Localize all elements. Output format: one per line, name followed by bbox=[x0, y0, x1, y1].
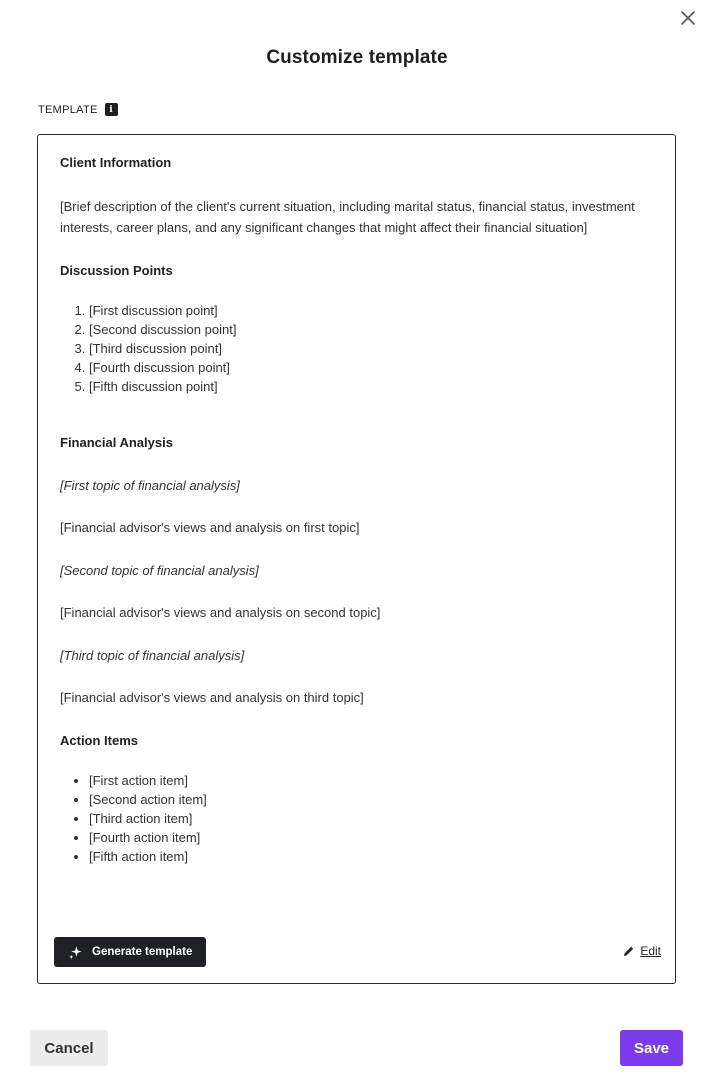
client-info-heading: Client Information bbox=[60, 155, 172, 170]
close-icon bbox=[678, 8, 698, 28]
discussion-list bbox=[60, 301, 655, 396]
financial-topic-body: [Financial advisor's views and analysis on second topic] bbox=[60, 605, 381, 620]
pencil-icon bbox=[623, 945, 635, 957]
template-section-label bbox=[38, 103, 118, 116]
action-items-list bbox=[60, 771, 655, 866]
financial-heading: Financial Analysis bbox=[60, 435, 173, 450]
list-item: • [Second action item] bbox=[89, 790, 655, 809]
financial-topic-title: [First topic of financial analysis] bbox=[60, 477, 240, 493]
generate-template-button[interactable] bbox=[54, 937, 206, 967]
template-editor[interactable] bbox=[37, 134, 676, 984]
financial-topic-body: [Financial advisor's views and analysis on third topic] bbox=[60, 690, 364, 705]
list-item: 2. [Second discussion point] bbox=[89, 320, 655, 339]
edit-label: Edit bbox=[640, 944, 661, 958]
client-info-body: [Brief description of the client's current situation, including marital status, financial status, investment interests, career plans, and any significant changes that might affect their financial situation] bbox=[60, 198, 635, 235]
template-label: TEMPLATE bbox=[38, 103, 98, 116]
list-item: 4. [Fourth discussion point] bbox=[89, 358, 655, 377]
financial-topic-title: [Second topic of financial analysis] bbox=[60, 562, 259, 578]
list-item: 1. [First discussion point] bbox=[89, 301, 655, 320]
list-item: 3. [Third discussion point] bbox=[89, 339, 655, 358]
close-button[interactable] bbox=[678, 8, 698, 28]
list-item: • [Fourth action item] bbox=[89, 828, 655, 847]
discussion-heading: Discussion Points bbox=[60, 262, 173, 278]
list-item: 5. [Fifth discussion point] bbox=[89, 377, 655, 396]
cancel-button[interactable]: Cancel bbox=[30, 1030, 108, 1066]
list-item: • [Fifth action item] bbox=[89, 847, 655, 866]
info-icon[interactable]: i bbox=[105, 103, 118, 116]
financial-topic-body: [Financial advisor's views and analysis on first topic] bbox=[60, 520, 360, 535]
sparkle-icon bbox=[68, 945, 83, 960]
list-item: • [First action item] bbox=[89, 771, 655, 790]
list-item: • [Third action item] bbox=[89, 809, 655, 828]
dialog-title: Customize template bbox=[266, 47, 448, 68]
template-content bbox=[60, 152, 655, 866]
save-button[interactable]: Save bbox=[620, 1030, 683, 1066]
generate-template-label: Generate template bbox=[92, 946, 193, 958]
financial-topic-title: [Third topic of financial analysis] bbox=[60, 647, 245, 663]
action-items-heading: Action Items bbox=[60, 732, 139, 748]
edit-button[interactable] bbox=[623, 944, 661, 958]
